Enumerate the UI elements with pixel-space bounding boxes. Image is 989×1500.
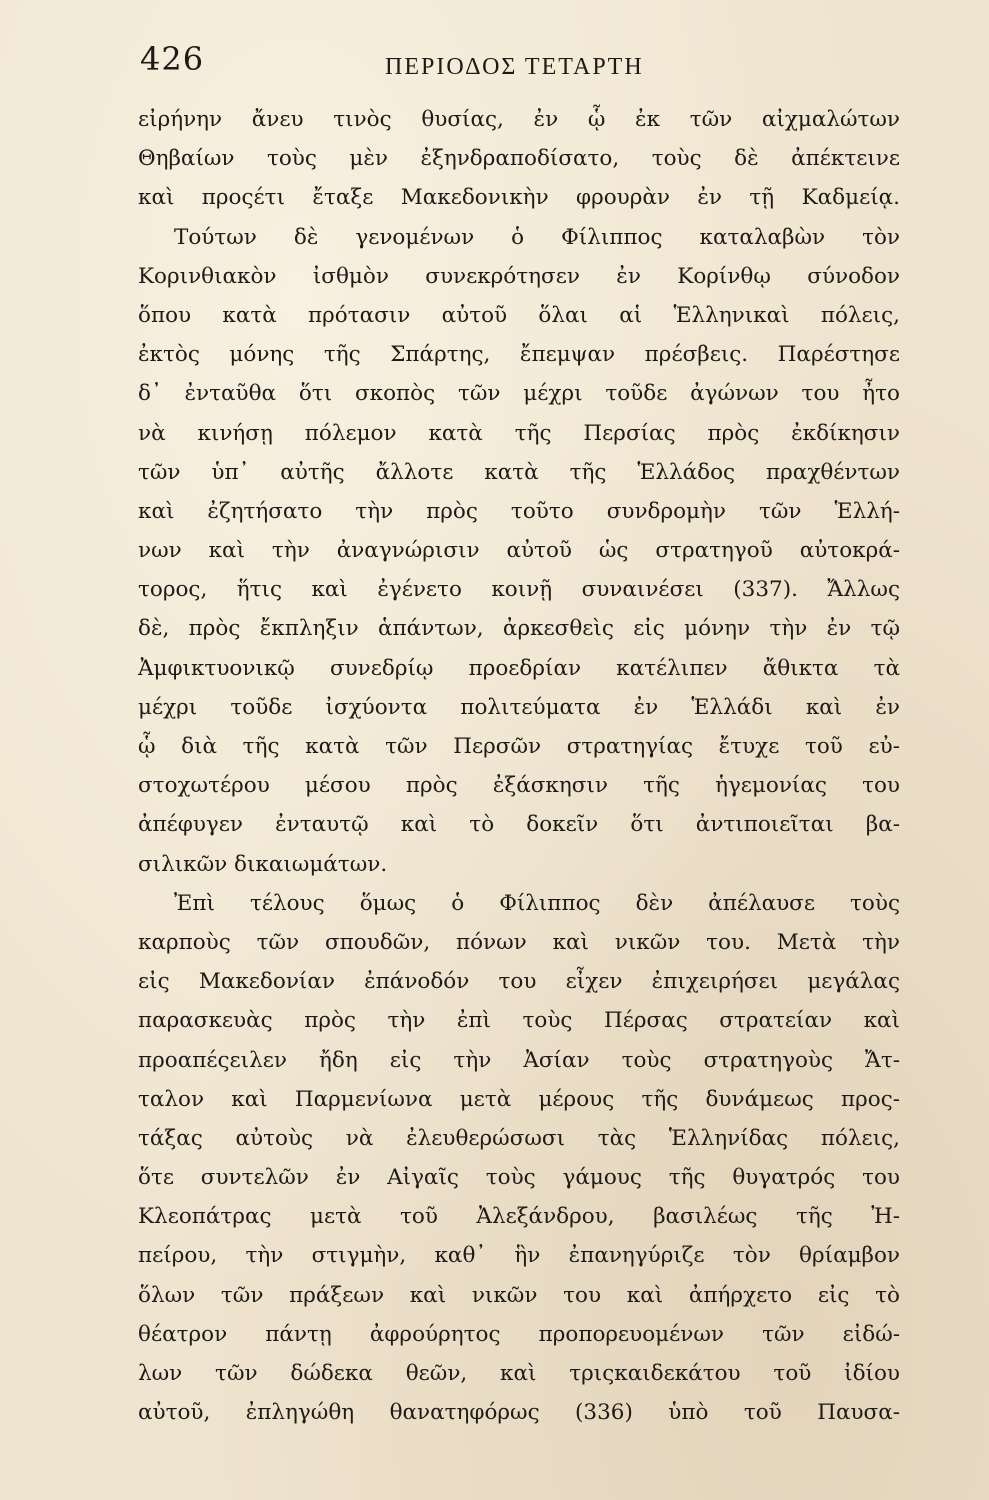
text-line: καρποὺς τῶν σπουδῶν, πόνων καὶ νικῶν του. Μετὰ τὴν: [138, 929, 900, 955]
text-line: νὰ κινήσῃ πόλεμον κατὰ τῆς Περσίας πρὸς ἐκδίκησιν: [138, 420, 900, 446]
text-line: ἀπέφυγεν ἐνταυτῷ καὶ τὸ δοκεῖν ὅτι ἀντιποιεῖται βα-: [138, 812, 900, 838]
text-line: εἰρήνην ἄνευ τινὸς θυσίας, ἐν ᾧ ἐκ τῶν αἰχμαλώτων: [138, 107, 900, 132]
text-line: τῶν ὑπ᾿ αὐτῆς ἄλλοτε κατὰ τῆς Ἑλλάδος πραχθέντων: [138, 459, 900, 485]
text-line: καὶ ἐζητήσατο τὴν πρὸς τοῦτο συνδρομὴν τῶν Ἑλλή-: [138, 498, 900, 524]
text-line: ᾧ διὰ τῆς κατὰ τῶν Περσῶν στρατηγίας ἔτυχε τοῦ εὐ-: [138, 734, 900, 759]
text-line: νων καὶ τὴν ἀναγνώρισιν αὐτοῦ ὡς στρατηγοῦ αὐτοκρά-: [138, 538, 900, 564]
text-line: ὅτε συντελῶν ἐν Αἰγαῖς τοὺς γάμους τῆς θυγατρός του: [138, 1165, 900, 1191]
text-line: Ἐπὶ τέλους ὅμως ὁ Φίλιππος δὲν ἀπέλαυσε τοὺς: [174, 890, 900, 916]
text-line: σιλικῶν δικαιωμάτων.: [138, 851, 388, 877]
text-line: Ἀμφικτυονικῷ συνεδρίῳ προεδρίαν κατέλιπεν ἄθικτα τὰ: [138, 655, 900, 681]
text-line: θέατρον πάντῃ ἀφρούρητος προπορευομένων τῶν εἰδώ-: [138, 1321, 900, 1347]
text-line: στοχωτέρου μέσου πρὸς ἐξάσκησιν τῆς ἡγεμονίας του: [138, 773, 900, 799]
text-line: αὐτοῦ, ἐπληγώθη θανατηφόρως (336) ὑπὸ τοῦ Παυσα-: [138, 1400, 900, 1426]
text-line: πείρου, τὴν στιγμὴν, καθ᾿ ἣν ἐπανηγύριζε τὸν θρίαμβον: [138, 1243, 900, 1269]
text-line: τορος, ἥτις καὶ ἐγένετο κοινῇ συναινέσει (337). Ἄλλως: [138, 577, 900, 603]
text-line: ταλον καὶ Παρμενίωνα μετὰ μέρους τῆς δυνάμεως προς-: [138, 1086, 900, 1112]
text-line: Κλεοπάτρας μετὰ τοῦ Ἀλεξάνδρου, βασιλέως τῆς Ἠ-: [138, 1204, 900, 1230]
text-line: προαπέςειλεν ἤδη εἰς τὴν Ἀσίαν τοὺς στρατηγοὺς Ἄτ-: [138, 1047, 900, 1073]
text-line: ἐκτὸς μόνης τῆς Σπάρτης, ἔπεμψαν πρέσβεις. Παρέστησε: [138, 342, 900, 368]
page-number: 426: [140, 40, 205, 78]
text-line: Κορινθιακὸν ἰσθμὸν συνεκρότησεν ἐν Κορίνθῳ σύνοδον: [138, 263, 900, 289]
page-header: [140, 40, 900, 90]
text-line: λων τῶν δώδεκα θεῶν, καὶ τριςκαιδεκάτου τοῦ ἰδίου: [138, 1361, 900, 1386]
running-title: ΠΕΡΙΟΔΟΣ ΤΕΤΑΡΤΗ: [385, 54, 644, 80]
text-line: τάξας αὐτοὺς νὰ ἐλευθερώσωσι τὰς Ἑλληνίδας πόλεις,: [138, 1125, 900, 1151]
text-line: ὅπου κατὰ πρότασιν αὐτοῦ ὅλαι αἱ Ἑλληνικαὶ πόλεις,: [138, 302, 900, 328]
text-line: μέχρι τοῦδε ἰσχύοντα πολιτεύματα ἐν Ἑλλάδι καὶ ἐν: [138, 694, 900, 720]
body-text: [138, 100, 900, 1432]
text-line: Τούτων δὲ γενομένων ὁ Φίλιππος καταλαβὼν τὸν: [174, 224, 900, 250]
text-line: παρασκευὰς πρὸς τὴν ἐπὶ τοὺς Πέρσας στρατείαν καὶ: [138, 1008, 900, 1034]
text-line: δὲ, πρὸς ἔκπληξιν ἁπάντων, ἀρκεσθεὶς εἰς μόνην τὴν ἐν τῷ: [138, 616, 900, 642]
text-line: εἰς Μακεδονίαν ἐπάνοδόν του εἶχεν ἐπιχειρήσει μεγάλας: [138, 969, 900, 995]
text-line: δ᾿ ἐνταῦθα ὅτι σκοπὸς τῶν μέχρι τοῦδε ἀγώνων του ἦτο: [138, 381, 900, 407]
text-line: ὅλων τῶν πράξεων καὶ νικῶν του καὶ ἀπήρχετο εἰς τὸ: [138, 1282, 900, 1308]
text-line: καὶ προςέτι ἔταξε Μακεδονικὴν φρουρὰν ἐν τῇ Καδμείᾳ.: [138, 185, 900, 211]
text-line: Θηβαίων τοὺς μὲν ἐξηνδραποδίσατο, τοὺς δὲ ἀπέκτεινε: [138, 146, 900, 172]
